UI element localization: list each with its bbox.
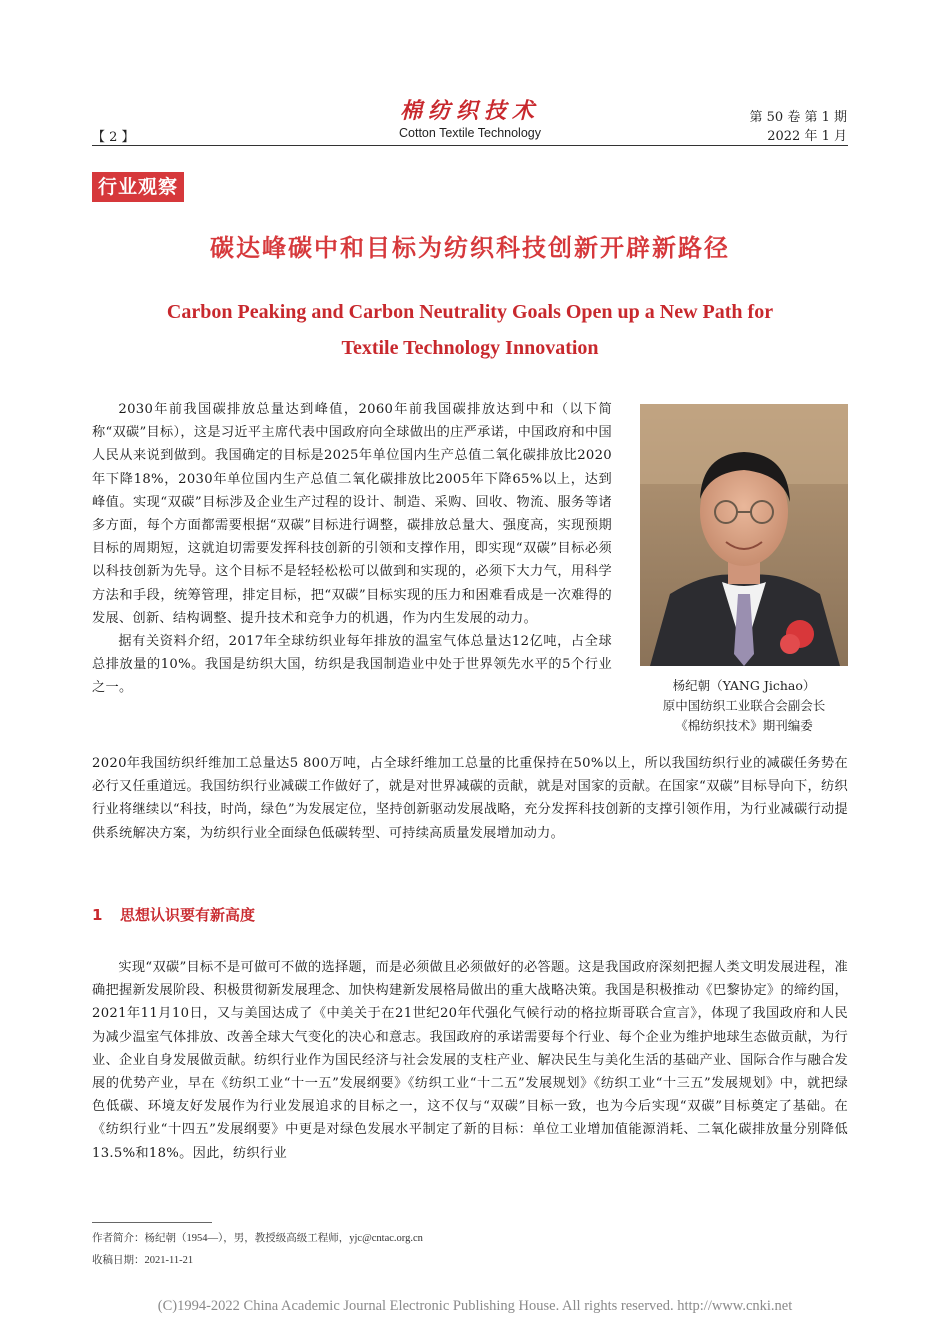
section-number: 1 (92, 906, 103, 924)
author-role-1: 原中国纺织工业联合会副会长 (662, 698, 826, 713)
header-divider (92, 145, 848, 146)
volume-issue: 第 50 卷 第 1 期 (749, 110, 847, 125)
author-name: 杨纪朝（YANG Jichao） (672, 678, 816, 693)
author-bio: 作者简介：杨纪朝（1954—），男，教授级高级工程师，yjc@cntac.org.cn (92, 1233, 423, 1244)
page-number: 【 2 】 (92, 130, 135, 145)
intro-paragraph-2-continued: 2020年我国纺织纤维加工总量达5 800万吨，占全球纤维加工总量的比重保持在50%以上，所以我国纺织行业的减碳任务势在必行又任重道远。我国纺织行业减碳工作做好了，就是对世界减碳的贡献，就是对国家的贡献。在国家“双碳”目标导向下，纺织行业将继续以“科技，时尚，绿色”为发展定位，坚持创新驱动发展战略，充分发挥科技创新的支撑引领作用，为行业减碳行动提供系统解决方案，为纺织行业全面绿色低碳转型、可持续高质量发展增加动力。 (92, 756, 848, 841)
footnote-divider (92, 1222, 212, 1223)
journal-logo: 棉纺织技术 (399, 98, 540, 124)
intro-paragraph-2: 据有关资料介绍，2017年全球纺织业每年排放的温室气体总量达12亿吨，占全球总排放量的10%。我国是纺织大国，纺织是我国制造业中处于世界领先水平的5个行业之一。 (92, 634, 612, 696)
article-title-zh: 碳达峰碳中和目标为纺织科技创新开辟新路径 (210, 234, 730, 262)
author-photo (640, 404, 848, 666)
intro-column (92, 398, 612, 700)
article-title-en-line2: Textile Technology Innovation (341, 337, 599, 359)
author-role-2: 《棉纺织技术》期刊编委 (675, 718, 813, 733)
article-title-en-line1: Carbon Peaking and Carbon Neutrality Goals Open up a New Path for (166, 301, 774, 323)
copyright-notice: (C)1994-2022 China Academic Journal Electronic Publishing House. All rights reserved. http://www.cnki.net (157, 1298, 793, 1314)
journal-english-name: Cotton Textile Technology (399, 126, 541, 140)
received-date: 收稿日期：2021-11-21 (92, 1255, 194, 1266)
article-title-en (92, 294, 848, 366)
section-1-body (92, 956, 848, 1165)
section-1-paragraph: 实现“双碳”目标不是可做可不做的选择题，而是必须做且必须做好的必答题。这是我国政府深刻把握人类文明发展进程，准确把握新发展阶段、积极贯彻新发展理念、加快构建新发展格局做出的重大战略决策。我国是积极推动《巴黎协定》的缔约国，2021年11月10日，又与美国达成了《中美关于在21世纪20年代强化气候行动的格拉斯哥联合宣言》，体现了我国政府和人民为减少温室气体排放、改善全球大气变化的决心和意志。我国政府的承诺需要每个行业、每个企业为维护地球生态做贡献，为行业、企业自身发展做贡献。纺织行业作为国民经济与社会发展的支柱产业、解决民生与美化生活的基础产业、国际合作与融合发展的优势产业，早在《纺织工业“十一五”发展纲要》《纺织工业“十二五”发展规划》《纺织工业“十三五”发展规划》中，就把绿色低碳、环境友好发展作为行业发展追求的目标之一，这不仅与“双碳”目标一致，也为今后实现“双碳”目标奠定了基础。在《纺织行业“十四五”发展纲要》中更是对绿色发展水平制定了新的目标：单位工业增加值能源消耗、二氧化碳排放量分别降低13.5%和18%。因此，纺织行业 (92, 960, 848, 1161)
section-heading-1 (92, 904, 255, 925)
issue-date: 2022 年 1 月 (767, 129, 847, 144)
author-caption (636, 676, 852, 736)
section-title: 思想认识要有新高度 (120, 906, 256, 924)
section-tag: 行业观察 (92, 172, 184, 202)
issue-info (735, 108, 847, 146)
intro-paragraph-1: 2030年前我国碳排放总量达到峰值，2060年前我国碳排放达到中和（以下简称“双碳”目标），这是习近平主席代表中国政府向全球做出的庄严承诺，中国政府和中国人民从来说到做到。我国确定的目标是2025年单位国内生产总值二氧化碳排放比2020年下降18%，2030年单位国内生产总值二氧化碳排放比2005年下降65%以上，达到峰值。实现“双碳”目标涉及企业生产过程的设计、制造、采购、回收、物流、服务等诸多方面，每个方面都需要根据“双碳”目标进行调整，碳排放总量大、强度高，实现预期目标的周期短，这就迫切需要发挥科技创新的引领和支撑作用，即实现“双碳”目标必须以科技创新为先导。这个目标不是轻轻松松可以做到和实现的，必须下大力气，用科学方法和手段，统筹管理，排定目标，把“双碳”目标实现的压力和困难看成是一次难得的发展、创新、结构调整、提升技术和竞争力的机遇，作为内生发展的动力。 (92, 402, 613, 626)
intro-continuation (92, 752, 848, 845)
